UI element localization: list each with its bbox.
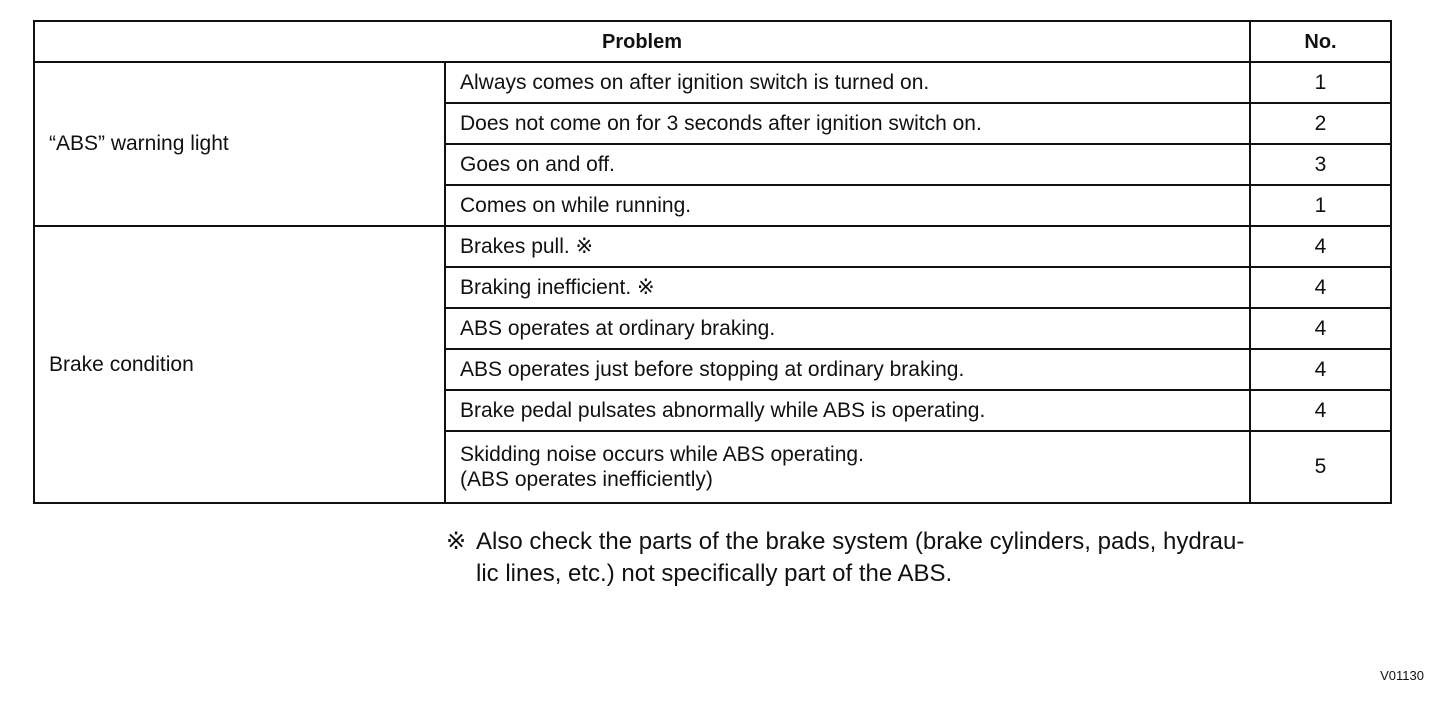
procedure-number-cell: 4 [1250, 349, 1391, 390]
procedure-number-cell: 2 [1250, 103, 1391, 144]
problem-description-cell [445, 349, 1250, 390]
problem-description-cell [445, 144, 1250, 185]
problem-description: Goes on and off. [460, 152, 615, 176]
problem-description: Brakes pull. ※ [460, 234, 594, 258]
procedure-number-cell: 4 [1250, 226, 1391, 267]
header-row [34, 21, 1391, 62]
table-row [34, 226, 1391, 267]
problem-description: Does not come on for 3 seconds after ignition switch on. [460, 111, 982, 135]
problem-description-cell [445, 390, 1250, 431]
table-row [34, 62, 1391, 103]
problem-description-cell [445, 226, 1250, 267]
problem-description-cell [445, 185, 1250, 226]
procedure-number-cell: 5 [1250, 431, 1391, 503]
problem-description: Always comes on after ignition switch is turned on. [460, 70, 930, 94]
footnote [446, 526, 1396, 590]
procedure-number-cell: 4 [1250, 390, 1391, 431]
procedure-number-cell: 3 [1250, 144, 1391, 185]
problem-description: ABS operates at ordinary braking. [460, 316, 776, 340]
header-no: No. [1250, 21, 1391, 62]
problem-description-cell [445, 431, 1250, 503]
problem-description: ABS operates just before stopping at ordinary braking. [460, 357, 965, 381]
header-problem: Problem [34, 21, 1250, 62]
problem-description: (ABS operates inefficiently) [460, 468, 713, 491]
reference-mark-icon: ※ [446, 528, 467, 555]
procedure-number-cell: 1 [1250, 185, 1391, 226]
problem-description: Braking inefficient. ※ [460, 275, 655, 299]
problem-description-cell [445, 308, 1250, 349]
category-cell: “ABS” warning light [34, 62, 445, 226]
problem-description: Comes on while running. [460, 193, 692, 217]
problem-description-cell [445, 267, 1250, 308]
problem-table [33, 20, 1392, 504]
problem-description: Brake pedal pulsates abnormally while ABS is operating. [460, 398, 986, 422]
table-body [34, 62, 1391, 503]
problem-description-cell [445, 103, 1250, 144]
procedure-number-cell: 1 [1250, 62, 1391, 103]
footnote-line-1: Also check the parts of the brake system (brake cylinders, pads, hydrau- [476, 528, 1245, 555]
category-cell: Brake condition [34, 226, 445, 503]
procedure-number-cell: 4 [1250, 308, 1391, 349]
procedure-number-cell: 4 [1250, 267, 1391, 308]
footnote-line-2: lic lines, etc.) not specifically part of the ABS. [476, 560, 953, 587]
figure-code: V01130 [1380, 668, 1424, 683]
problem-description-cell [445, 62, 1250, 103]
problem-description: Skidding noise occurs while ABS operating. [460, 442, 864, 466]
